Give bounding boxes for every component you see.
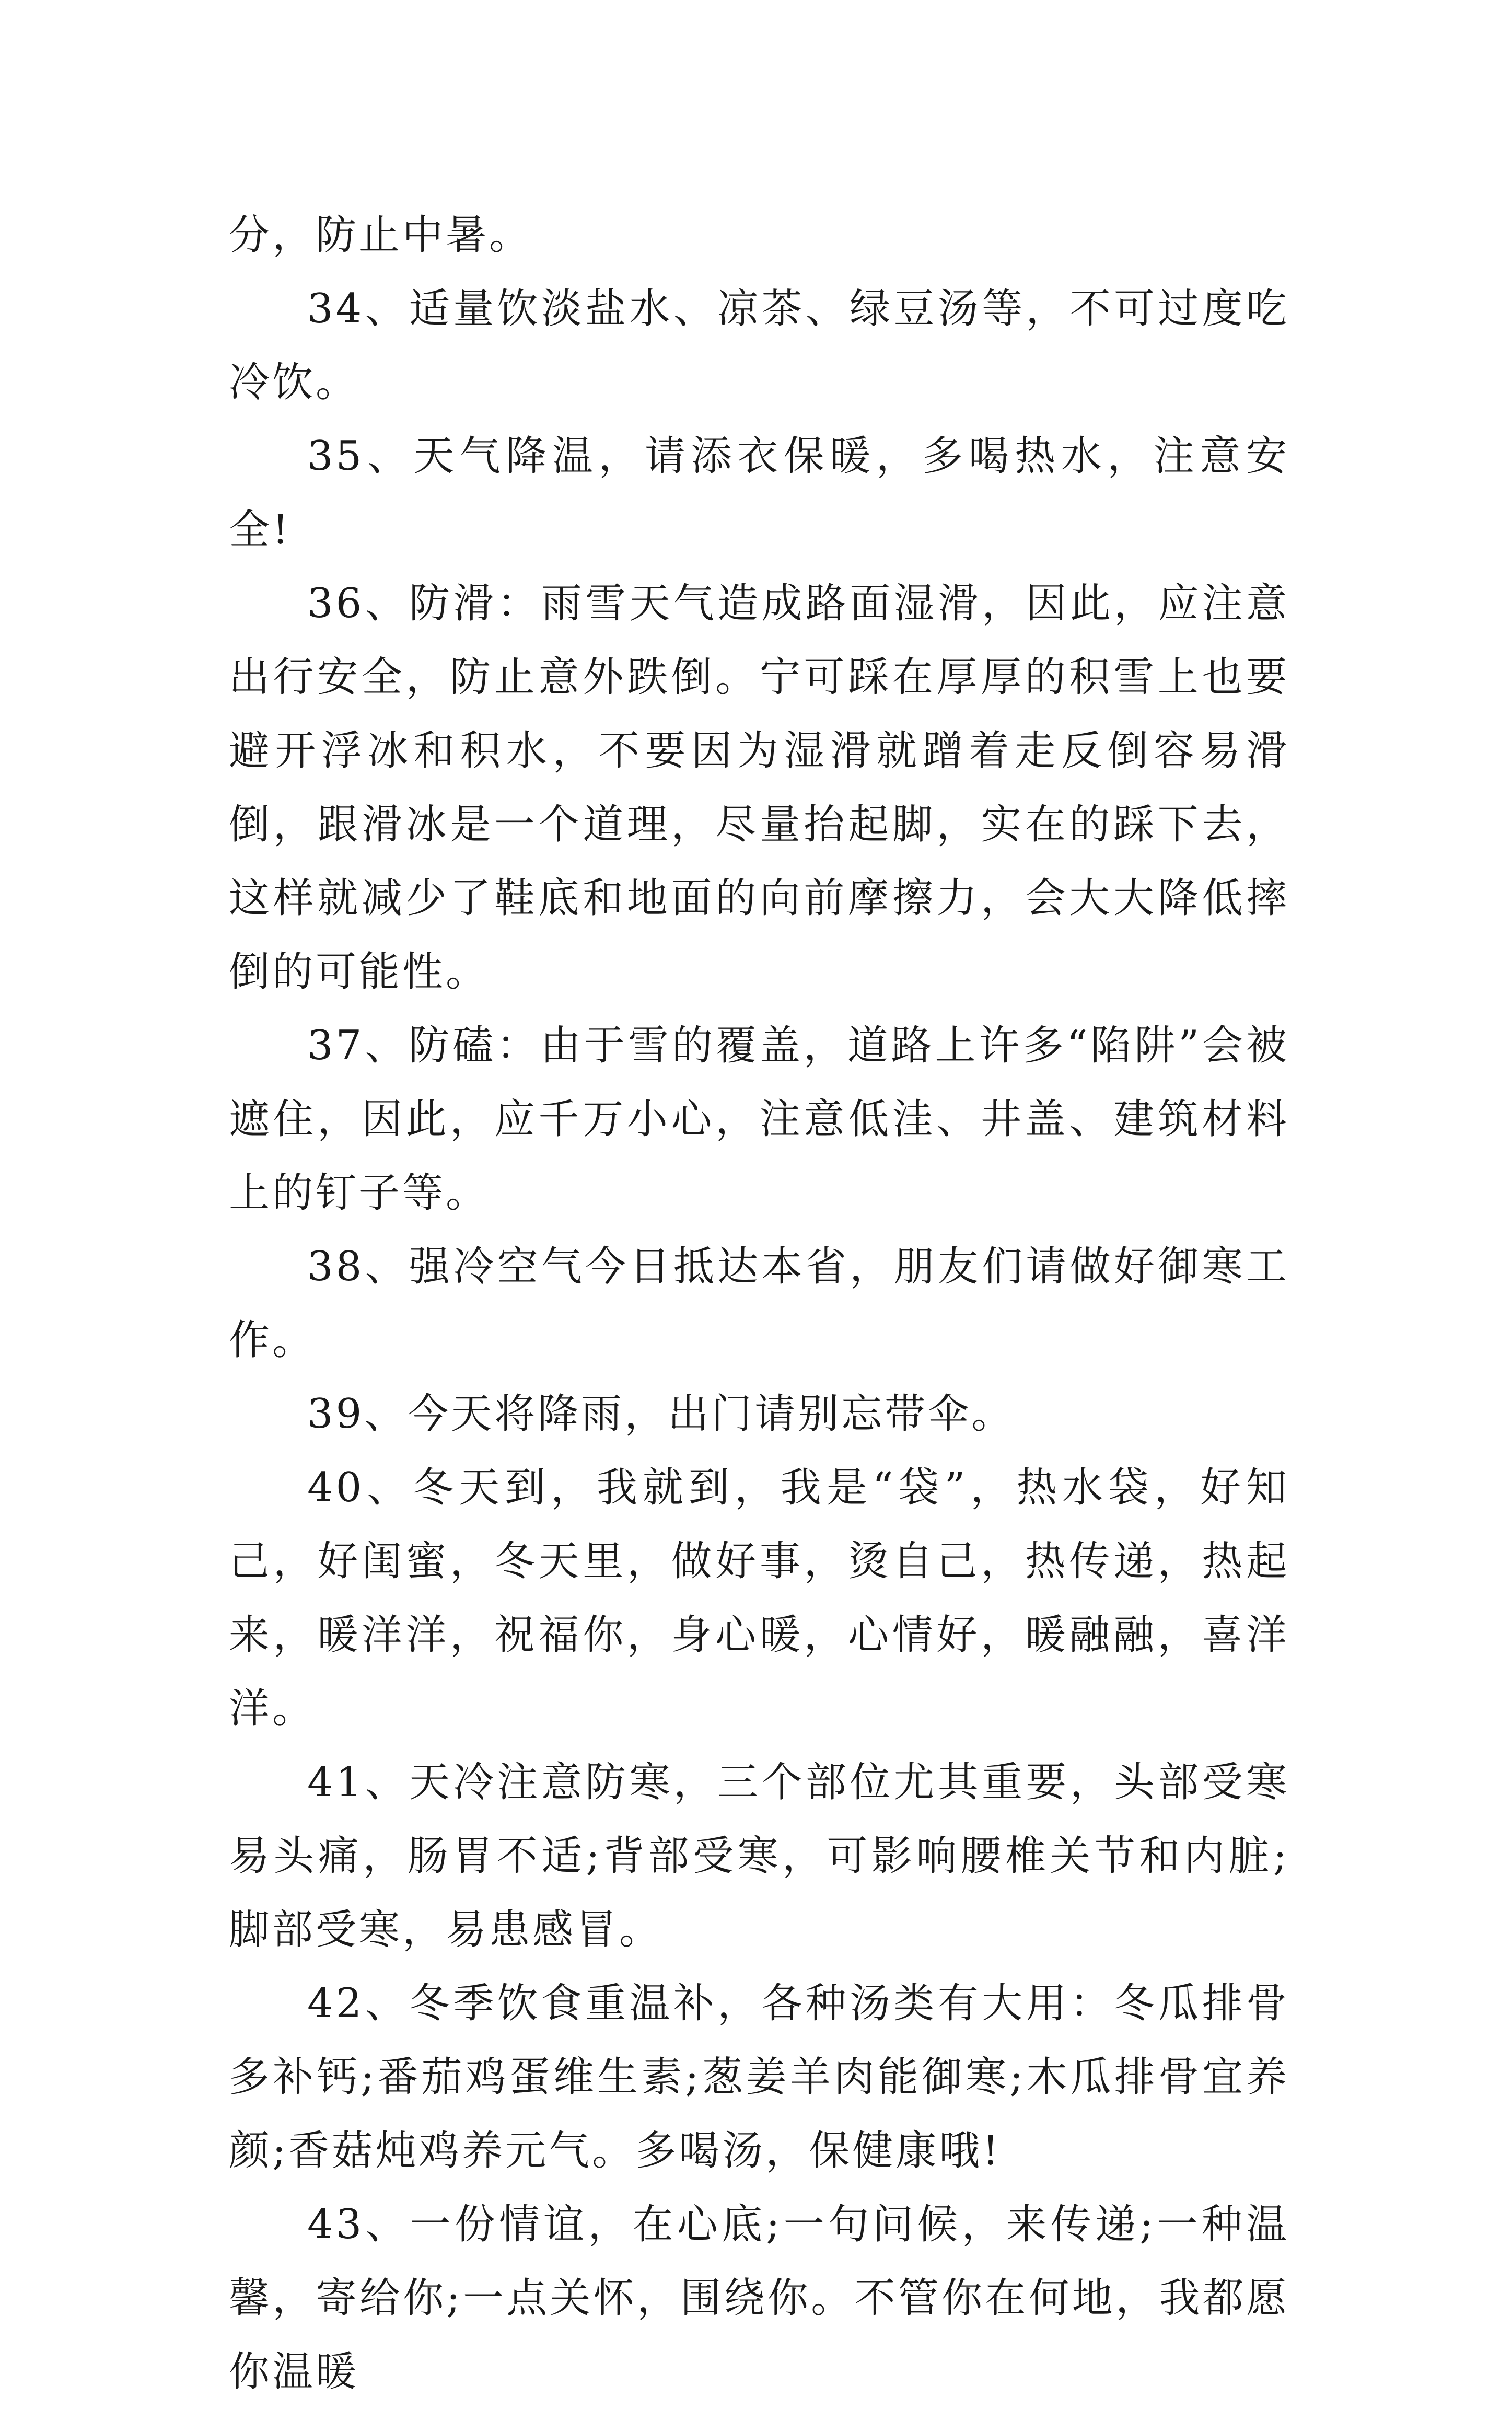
paragraph-40: 40、冬天到，我就到，我是“袋”，热水袋，好知己，好闺蜜，冬天里，做好事，烫自己，热传递，热起来，暖洋洋，祝福你，身心暖，心情好，暖融融，喜洋洋。 [229, 1464, 1289, 1732]
paragraph-34: 34、适量饮淡盐水、凉茶、绿豆汤等，不可过度吃冷饮。 [229, 285, 1289, 406]
document-body [229, 199, 1289, 2409]
paragraph-43: 43、一份情谊，在心底;一句问候，来传递;一种温馨，寄给你;一点关怀，围绕你。不管你在何地，我都愿你温暖 [229, 2201, 1289, 2395]
paragraph-35: 35、天气降温，请添衣保暖，多喝热水，注意安全! [229, 433, 1289, 553]
paragraph-39: 39、今天将降雨，出门请别忘带伞。 [307, 1391, 1015, 1438]
paragraph-42: 42、冬季饮食重温补，各种汤类有大用：冬瓜排骨多补钙;番茄鸡蛋维生素;葱姜羊肉能御寒;木瓜排骨宜养颜;香菇炖鸡养元气。多喝汤，保健康哦! [229, 1980, 1289, 2174]
paragraph-41: 41、天冷注意防寒，三个部位尤其重要，头部受寒易头痛，肠胃不适;背部受寒，可影响腰椎关节和内脏;脚部受寒，易患感冒。 [229, 1759, 1289, 1953]
paragraph-36: 36、防滑：雨雪天气造成路面湿滑，因此，应注意出行安全，防止意外跌倒。宁可踩在厚厚的积雪上也要避开浮冰和积水，不要因为湿滑就蹭着走反倒容易滑倒，跟滑冰是一个道理，尽量抬起脚，实在的踩下去，这样就减少了鞋底和地面的向前摩擦力，会大大降低摔倒的可能性。 [229, 580, 1289, 995]
paragraph-38: 38、强冷空气今日抵达本省，朋友们请做好御寒工作。 [229, 1243, 1289, 1364]
paragraph-33-continuation: 分，防止中暑。 [229, 212, 533, 259]
paragraph-37: 37、防磕：由于雪的覆盖，道路上许多“陷阱”会被遮住，因此，应千万小心，注意低洼、井盖、建筑材料上的钉子等。 [229, 1022, 1289, 1217]
